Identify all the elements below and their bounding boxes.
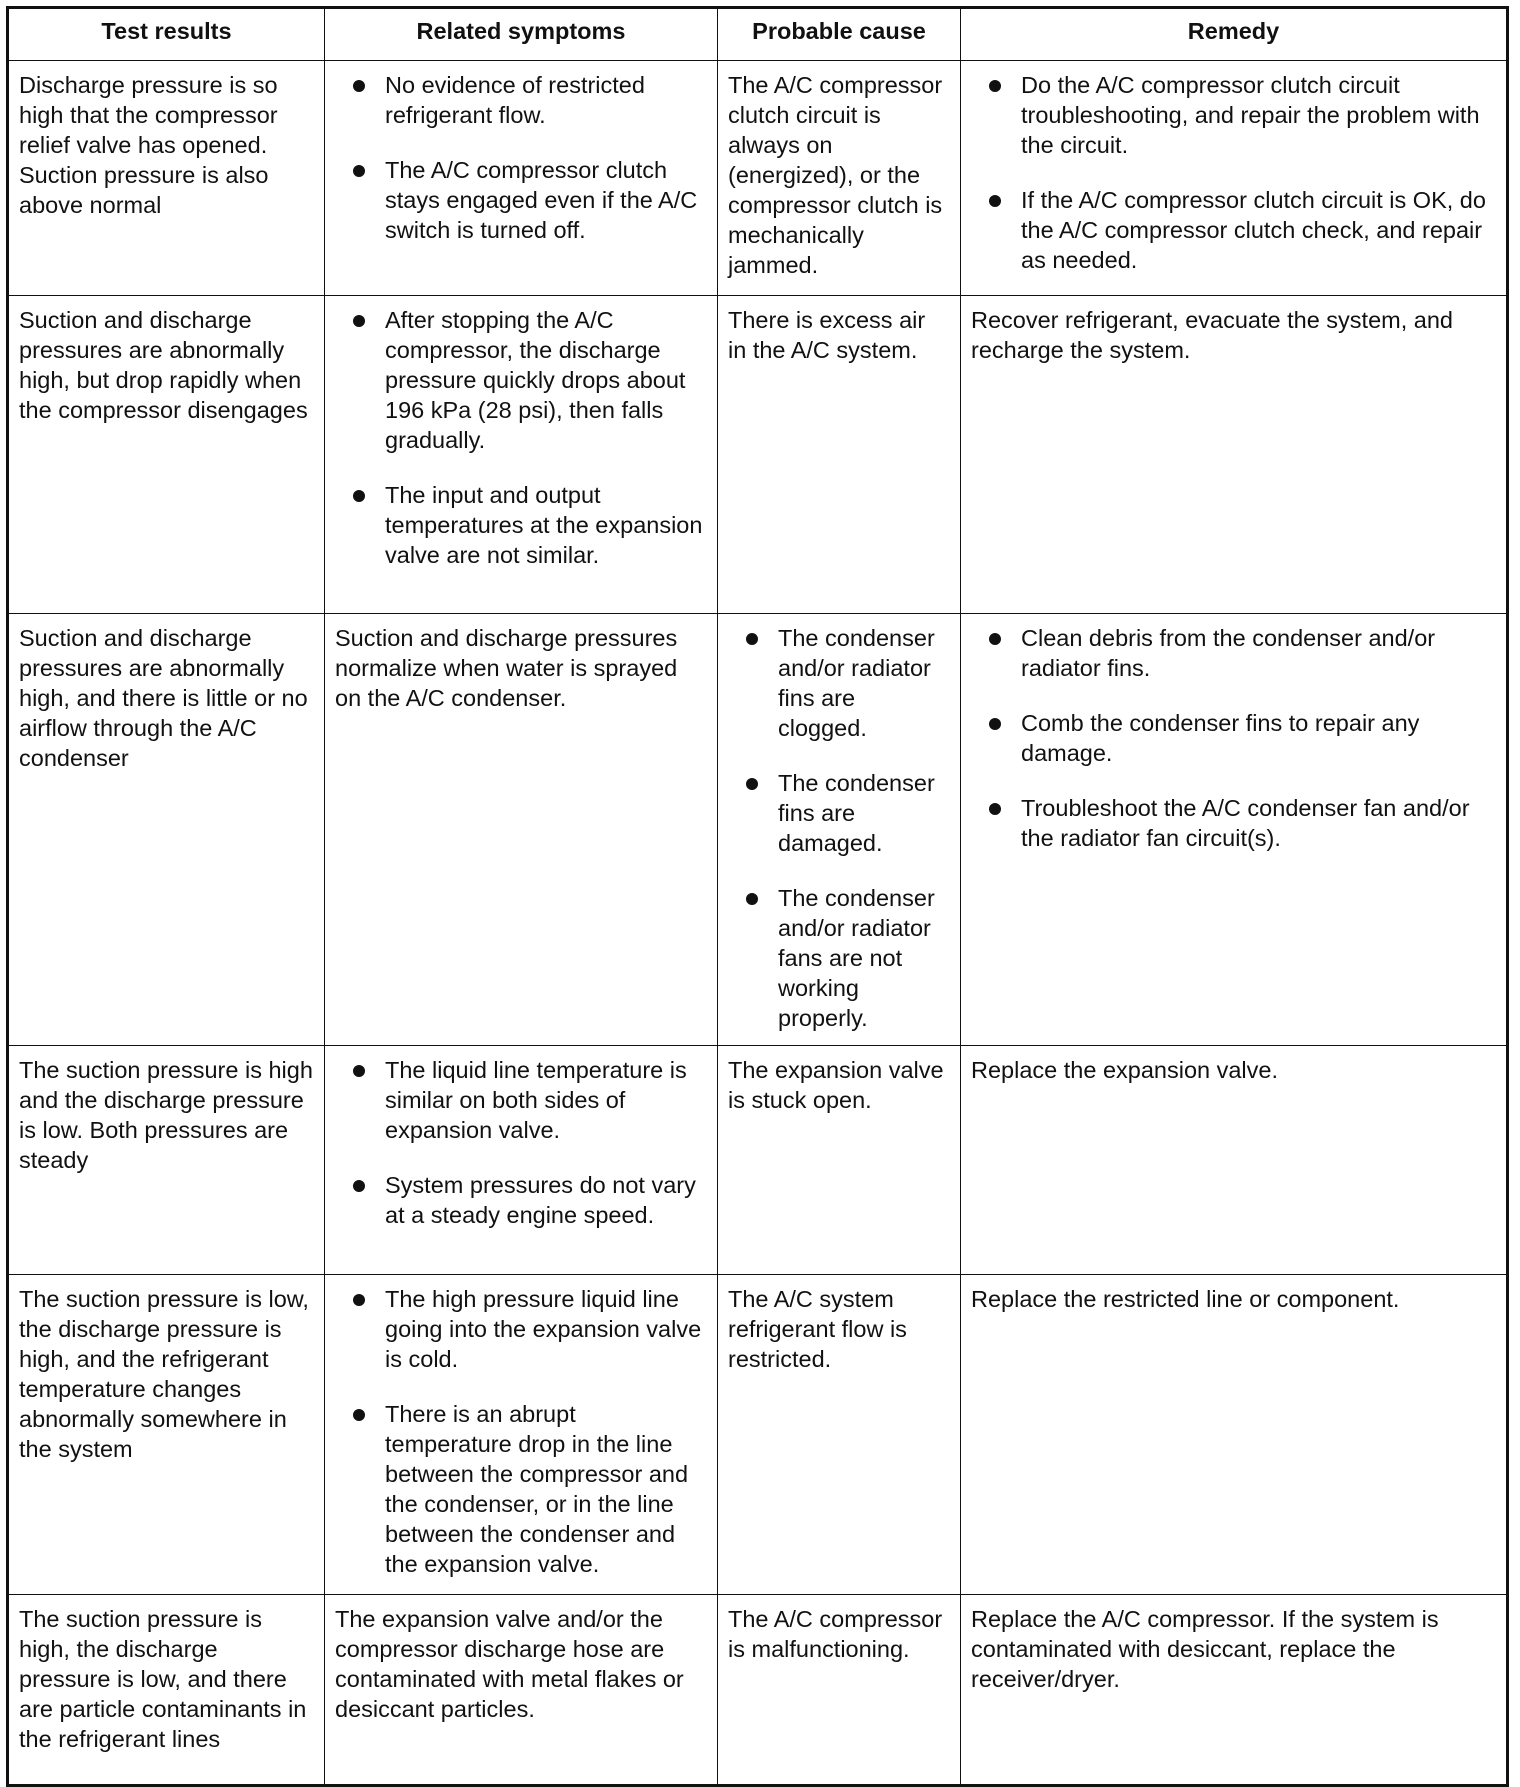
- symptoms-list: [335, 1055, 707, 1230]
- test-result-cell: The suction pressure is high, the discharge pressure is low, and there are particle contaminants in the refrigerant lines: [8, 1595, 325, 1786]
- header-test-results: Test results: [8, 8, 325, 61]
- remedy-cell: [961, 61, 1508, 296]
- remedy-bullet: Clean debris from the condenser and/or radiator fins.: [971, 623, 1496, 683]
- symptoms-cell: The expansion valve and/or the compressor discharge hose are contaminated with metal flakes or desiccant particles.: [325, 1595, 718, 1786]
- cause-cell: [718, 614, 961, 1046]
- symptom-bullet: The input and output temperatures at the expansion valve are not similar.: [335, 480, 707, 570]
- header-remedy: Remedy: [961, 8, 1508, 61]
- symptoms-list: [335, 1284, 707, 1579]
- symptoms-cell: Suction and discharge pressures normalize when water is sprayed on the A/C condenser.: [325, 614, 718, 1046]
- cause-cell: The A/C system refrigerant flow is restricted.: [718, 1275, 961, 1595]
- cause-bullet: The condenser and/or radiator fins are clogged.: [728, 623, 950, 743]
- symptoms-cell: [325, 61, 718, 296]
- remedy-cell: Recover refrigerant, evacuate the system, and recharge the system.: [961, 296, 1508, 614]
- symptom-bullet: No evidence of restricted refrigerant flow.: [335, 70, 707, 130]
- troubleshooting-table: [6, 6, 1509, 1787]
- symptoms-list: [335, 70, 707, 245]
- symptoms-list: [335, 305, 707, 570]
- remedy-cell: Replace the restricted line or component.: [961, 1275, 1508, 1595]
- remedy-bullet: Troubleshoot the A/C condenser fan and/or the radiator fan circuit(s).: [971, 793, 1496, 853]
- remedy-cell: Replace the expansion valve.: [961, 1046, 1508, 1275]
- symptom-bullet: After stopping the A/C compressor, the discharge pressure quickly drops about 196 kPa (28 psi), then falls gradually.: [335, 305, 707, 455]
- table-row: [8, 1275, 1508, 1595]
- table-row: [8, 614, 1508, 1046]
- remedy-list: [971, 70, 1496, 275]
- table-row: [8, 1046, 1508, 1275]
- test-result-cell: The suction pressure is high and the discharge pressure is low. Both pressures are steady: [8, 1046, 325, 1275]
- remedy-cell: [961, 614, 1508, 1046]
- symptoms-cell: [325, 296, 718, 614]
- remedy-bullet: Comb the condenser fins to repair any damage.: [971, 708, 1496, 768]
- symptom-bullet: The A/C compressor clutch stays engaged even if the A/C switch is turned off.: [335, 155, 707, 245]
- symptom-bullet: There is an abrupt temperature drop in the line between the compressor and the condenser, or in the line between the condenser and the expansion valve.: [335, 1399, 707, 1579]
- test-result-cell: Suction and discharge pressures are abnormally high, and there is little or no airflow through the A/C condenser: [8, 614, 325, 1046]
- test-result-cell: The suction pressure is low, the discharge pressure is high, and the refrigerant temperature changes abnormally somewhere in the system: [8, 1275, 325, 1595]
- symptoms-cell: [325, 1046, 718, 1275]
- cause-bullet: The condenser fins are damaged.: [728, 768, 950, 858]
- symptom-bullet: System pressures do not vary at a steady engine speed.: [335, 1170, 707, 1230]
- remedy-bullet: Do the A/C compressor clutch circuit troubleshooting, and repair the problem with the circuit.: [971, 70, 1496, 160]
- test-result-cell: Discharge pressure is so high that the compressor relief valve has opened. Suction pressure is also above normal: [8, 61, 325, 296]
- remedy-list: [971, 623, 1496, 853]
- header-probable-cause: Probable cause: [718, 8, 961, 61]
- table-row: [8, 296, 1508, 614]
- table-row: [8, 1595, 1508, 1786]
- header-related-symptoms: Related symptoms: [325, 8, 718, 61]
- cause-cell: There is excess air in the A/C system.: [718, 296, 961, 614]
- symptom-bullet: The liquid line temperature is similar on both sides of expansion valve.: [335, 1055, 707, 1145]
- cause-bullet: The condenser and/or radiator fans are not working properly.: [728, 883, 950, 1033]
- symptom-bullet: The high pressure liquid line going into the expansion valve is cold.: [335, 1284, 707, 1374]
- remedy-bullet: If the A/C compressor clutch circuit is OK, do the A/C compressor clutch check, and repair as needed.: [971, 185, 1496, 275]
- header-row: [8, 8, 1508, 61]
- cause-list: [728, 623, 950, 1033]
- cause-cell: The A/C compressor clutch circuit is always on (energized), or the compressor clutch is mechanically jammed.: [718, 61, 961, 296]
- remedy-cell: Replace the A/C compressor. If the system is contaminated with desiccant, replace the receiver/dryer.: [961, 1595, 1508, 1786]
- cause-cell: The expansion valve is stuck open.: [718, 1046, 961, 1275]
- cause-cell: The A/C compressor is malfunctioning.: [718, 1595, 961, 1786]
- symptoms-cell: [325, 1275, 718, 1595]
- table-row: [8, 61, 1508, 296]
- test-result-cell: Suction and discharge pressures are abnormally high, but drop rapidly when the compressor disengages: [8, 296, 325, 614]
